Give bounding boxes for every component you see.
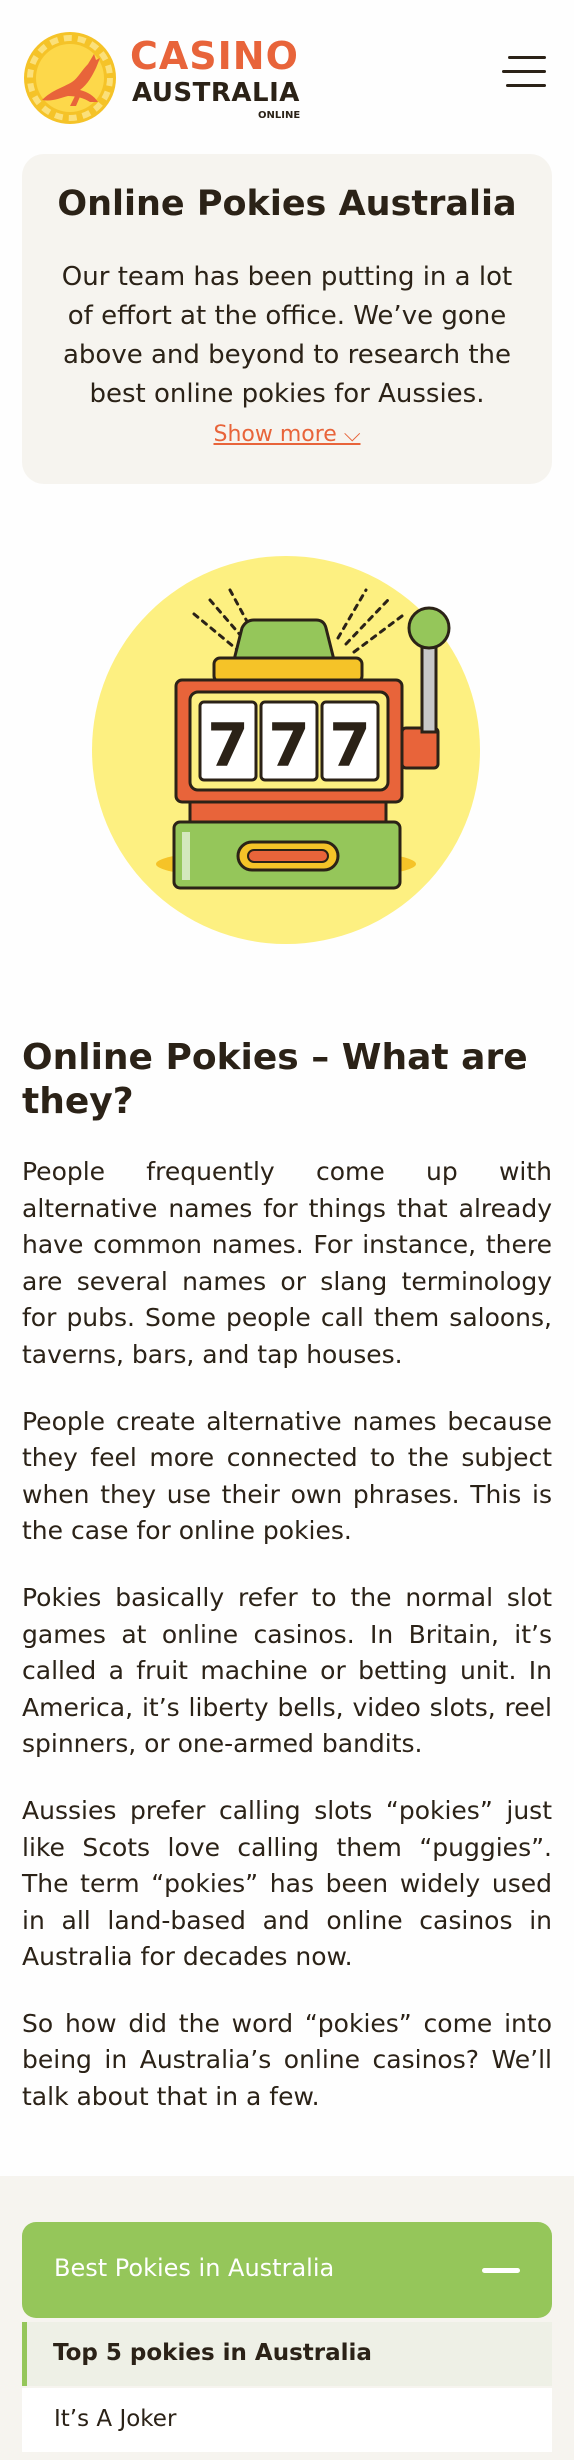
kangaroo-logo-icon: [22, 30, 118, 126]
reel-digit: 7: [268, 711, 310, 781]
slot-machine-icon: [90, 540, 490, 960]
article-paragraph: People create alternative names because they feel more connected to the subject when they use their own phrases. This is the case for online pokies.: [22, 1406, 552, 1546]
site-logo[interactable]: [22, 30, 302, 120]
article-paragraph: So how did the word “pokies” come into being in Australia’s online casinos? We’ll talk about that in a few.: [22, 2008, 552, 2112]
article-section: [22, 1036, 552, 2146]
logo-text-online: ONLINE: [258, 110, 301, 121]
reel-digit: 7: [207, 711, 249, 781]
show-more-link[interactable]: Show more ⌵: [213, 422, 361, 447]
article-paragraph: Pokies basically refer to the normal slot games at online casinos. In Britain, it’s called a fruit machine or betting unit. In America, it’s liberty bells, video slots, reel spinners, or one-armed bandits.: [22, 1582, 552, 1759]
logo-text-casino: CASINO: [130, 34, 299, 78]
article-paragraph: Aussies prefer calling slots “pokies” just like Scots love calling them “puggies”. The term “pokies” has been widely used in all land-based and online casinos in Australia for decades now.: [22, 1795, 552, 1972]
toc-section: [0, 2176, 574, 2460]
section-heading: Online Pokies – What are they?: [22, 1037, 528, 1122]
collapse-minus-icon[interactable]: [482, 2268, 520, 2273]
toc-item-active[interactable]: [22, 2322, 552, 2386]
intro-text: Our team has been putting in a lot of effort at the office. We’ve gone above and beyond to research the best online pokies for Aussies.: [61, 262, 513, 409]
hamburger-icon-bar: [508, 56, 546, 59]
page-title: Online Pokies Australia: [57, 184, 517, 224]
site-header: [0, 0, 574, 150]
logo-text-australia: AUSTRALIA: [132, 78, 300, 108]
toc-accordion-title: Best Pokies in Australia: [54, 2254, 335, 2282]
hamburger-icon-bar: [502, 70, 546, 73]
hamburger-menu-button[interactable]: [502, 52, 552, 92]
toc-item[interactable]: [22, 2388, 552, 2452]
article-paragraph: People frequently come up with alternative names for things that already have common names. For instance, there are several names or slang terminology for pubs. Some people call them saloons, taverns, bars, and tap houses.: [22, 1157, 552, 1369]
hamburger-icon-bar: [506, 84, 546, 87]
reel-digit: 7: [329, 711, 371, 781]
intro-card: [22, 154, 552, 484]
toc-item-label: It’s A Joker: [54, 2406, 177, 2432]
toc-item-label: Top 5 pokies in Australia: [53, 2340, 372, 2366]
toc-accordion-header[interactable]: [22, 2222, 552, 2318]
